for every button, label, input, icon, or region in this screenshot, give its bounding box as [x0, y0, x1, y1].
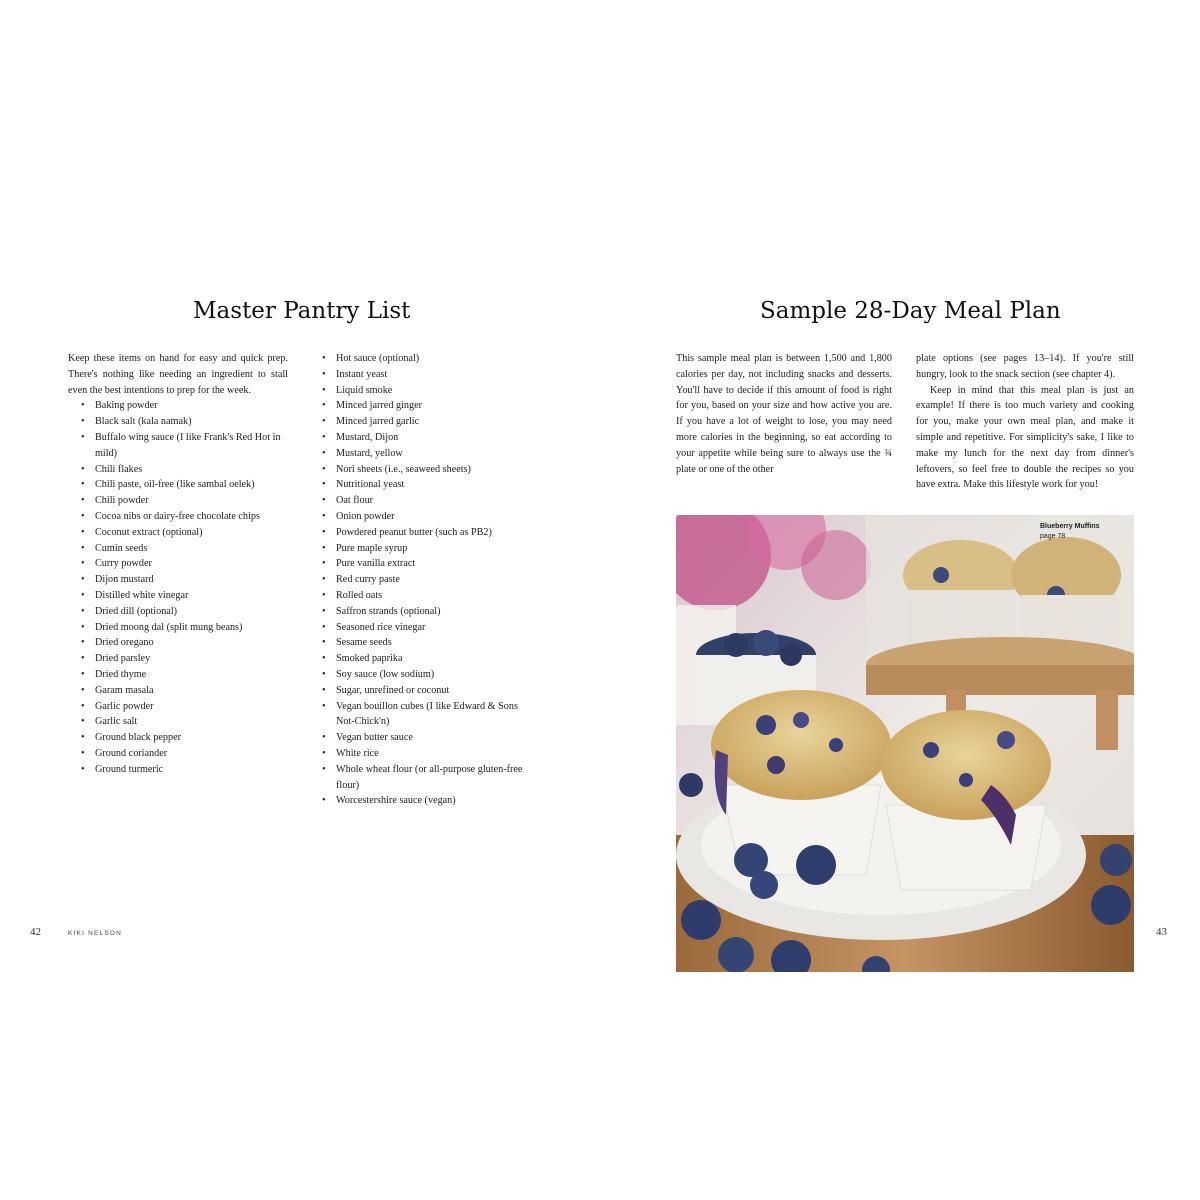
pantry-item: • Oat flour: [336, 493, 527, 509]
pantry-item: • Buffalo wing sauce (I like Frank's Red Hot in mild): [95, 430, 288, 462]
pantry-item: • Chili paste, oil-free (like sambal oelek): [95, 477, 288, 493]
pantry-item: • Sugar, unrefined or coconut: [336, 683, 527, 699]
pantry-item: • Cocoa nibs or dairy-free chocolate chips: [95, 509, 288, 525]
photo-caption-title: Blueberry Muffins: [1040, 523, 1100, 530]
pantry-item: • Black salt (kala namak): [95, 414, 288, 430]
photo-caption-page: page 78: [1040, 533, 1066, 540]
pantry-item: • Seasoned rice vinegar: [336, 620, 527, 636]
pantry-list-col1: [68, 398, 288, 777]
pantry-item: • Mustard, yellow: [336, 446, 527, 462]
pantry-column-2: [322, 351, 527, 809]
pantry-item: • Instant yeast: [336, 367, 527, 383]
pantry-item: • Nori sheets (i.e., seaweed sheets): [336, 462, 527, 478]
pantry-item: • Vegan bouillon cubes (I like Edward & Sons Not-Chick'n): [336, 699, 527, 731]
pantry-item: • Soy sauce (low sodium): [336, 667, 527, 683]
pantry-item: • Liquid smoke: [336, 383, 527, 399]
pantry-item: • Powdered peanut butter (such as PB2): [336, 525, 527, 541]
pantry-column-1: [68, 351, 288, 778]
pantry-item: • Rolled oats: [336, 588, 527, 604]
pantry-item: • Nutritional yeast: [336, 477, 527, 493]
pantry-item: • Curry powder: [95, 556, 288, 572]
page-number-left: 42: [30, 926, 41, 938]
pantry-item: • Dried oregano: [95, 635, 288, 651]
pantry-item: • Minced jarred garlic: [336, 414, 527, 430]
pantry-item: • Sesame seeds: [336, 635, 527, 651]
pantry-item: • White rice: [336, 746, 527, 762]
pantry-item: • Garam masala: [95, 683, 288, 699]
muffin-photo-illustration: [676, 515, 1134, 972]
pantry-item: • Worcestershire sauce (vegan): [336, 793, 527, 809]
page-number-right: 43: [1156, 926, 1167, 938]
meal-plan-column-1: [676, 351, 892, 477]
running-head: KIKI NELSON: [68, 930, 123, 937]
pantry-list-title: Master Pantry List: [193, 298, 411, 324]
pantry-item: • Pure maple syrup: [336, 541, 527, 557]
pantry-item: • Garlic salt: [95, 714, 288, 730]
meal-plan-text-2: plate options (see pages 13–14). If you're still hungry, look to the snack section (see chapter 4).: [916, 353, 1134, 380]
pantry-item: • Baking powder: [95, 398, 288, 414]
pantry-intro: Keep these items on hand for easy and quick prep. There's nothing like needing an ingredient to stall even the best intentions to prep for the week.: [68, 353, 288, 396]
pantry-item: • Dijon mustard: [95, 572, 288, 588]
blueberry-muffins-photo: [676, 515, 1134, 972]
meal-plan-text-3: Keep in mind that this meal plan is just an example! If there is too much variety and cooking for you, make your own meal plan, and make it simple and repetitive. For simplicity's sake, I like to make my lunch for the next day from dinner's leftovers, so feel free to double the recipes so you have extra. Make this lifestyle work for you!: [916, 384, 1134, 491]
pantry-item: • Hot sauce (optional): [336, 351, 527, 367]
pantry-item: • Minced jarred ginger: [336, 398, 527, 414]
pantry-item: • Ground black pepper: [95, 730, 288, 746]
pantry-item: • Dried dill (optional): [95, 604, 288, 620]
pantry-item: • Dried parsley: [95, 651, 288, 667]
pantry-item: • Vegan butter sauce: [336, 730, 527, 746]
pantry-item: • Onion powder: [336, 509, 527, 525]
pantry-item: • Mustard, Dijon: [336, 430, 527, 446]
pantry-item: • Ground coriander: [95, 746, 288, 762]
photo-caption: [1040, 522, 1100, 542]
pantry-item: • Garlic powder: [95, 699, 288, 715]
pantry-item: • Dried thyme: [95, 667, 288, 683]
pantry-item: • Distilled white vinegar: [95, 588, 288, 604]
pantry-item: • Red curry paste: [336, 572, 527, 588]
meal-plan-text-1: This sample meal plan is between 1,500 and 1,800 calories per day, not including snacks and desserts. You'll have to decide if this amount of food is right for you, based on your size and how active you are. If you have a lot of weight to lose, you may need more calories in the beginning, so eat according to your appetite while being sure to always use the ¾ plate or one of the other: [676, 353, 892, 475]
pantry-item: • Smoked paprika: [336, 651, 527, 667]
meal-plan-column-2: [916, 351, 1134, 496]
pantry-item: • Coconut extract (optional): [95, 525, 288, 541]
pantry-item: • Saffron strands (optional): [336, 604, 527, 620]
pantry-item: • Pure vanilla extract: [336, 556, 527, 572]
pantry-item: • Dried moong dal (split mung beans): [95, 620, 288, 636]
pantry-item: • Whole wheat flour (or all-purpose gluten-free flour): [336, 762, 527, 794]
pantry-item: • Cumin seeds: [95, 541, 288, 557]
pantry-item: • Chili powder: [95, 493, 288, 509]
pantry-list-col2: [322, 351, 527, 809]
pantry-item: • Ground turmeric: [95, 762, 288, 778]
pantry-item: • Chili flakes: [95, 462, 288, 478]
meal-plan-title: Sample 28-Day Meal Plan: [760, 298, 1061, 324]
